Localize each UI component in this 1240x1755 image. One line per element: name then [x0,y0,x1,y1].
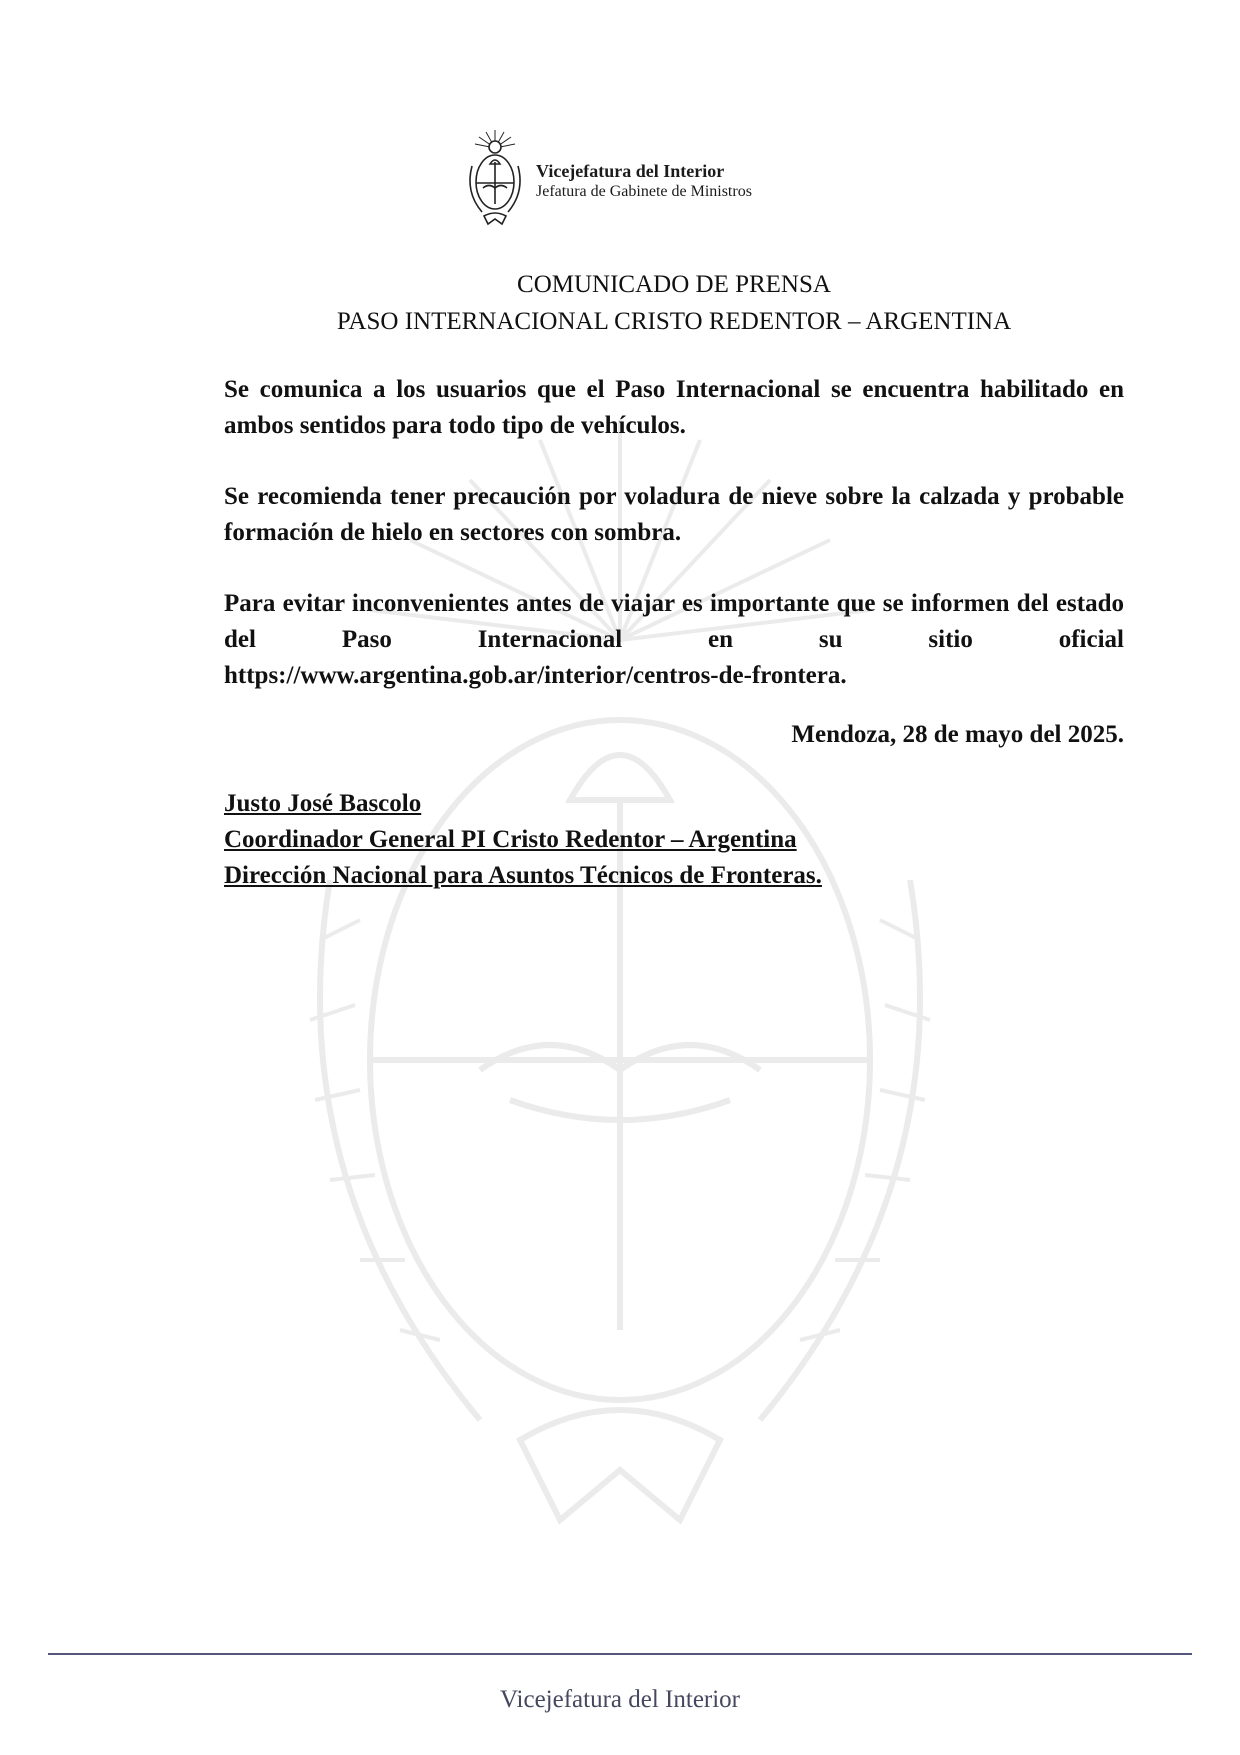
press-release-body [224,372,1124,694]
title-line-1: COMUNICADO DE PRENSA [517,271,831,298]
signer-name: Justo José Bascolo [224,790,422,817]
title-line-2: PASO INTERNACIONAL CRISTO REDENTOR – ARGENTINA [336,308,1012,335]
footer-divider [48,1653,1192,1655]
header [464,126,752,236]
signer-role: Coordinador General PI Cristo Redentor – Argentina [224,826,797,853]
place-date: Mendoza, 28 de mayo del 2025. [791,721,1124,748]
argentina-coat-of-arms-icon [464,126,526,236]
paragraph-3: Para evitar inconvenientes antes de viajar es importante que se informen del estado del Paso Internacional en su sitio oficial https://www.argentina.gob.ar/interior/centros-de-frontera. [224,590,1124,689]
org-subtitle: Jefatura de Gabinete de Ministros [536,183,752,200]
signature-block [224,786,1124,894]
paragraph-2: Se recomienda tener precaución por voladura de nieve sobre la calzada y probable formación de hielo en sectores con sombra. [224,483,1124,546]
org-name: Vicejefatura del Interior [536,161,725,181]
paragraph-1: Se comunica a los usuarios que el Paso Internacional se encuentra habilitado en ambos sentidos para todo tipo de vehículos. [224,376,1124,439]
footer-text: Vicejefatura del Interior [499,1686,741,1713]
signer-department: Dirección Nacional para Asuntos Técnicos de Fronteras. [224,862,822,889]
document-title [224,266,1124,340]
